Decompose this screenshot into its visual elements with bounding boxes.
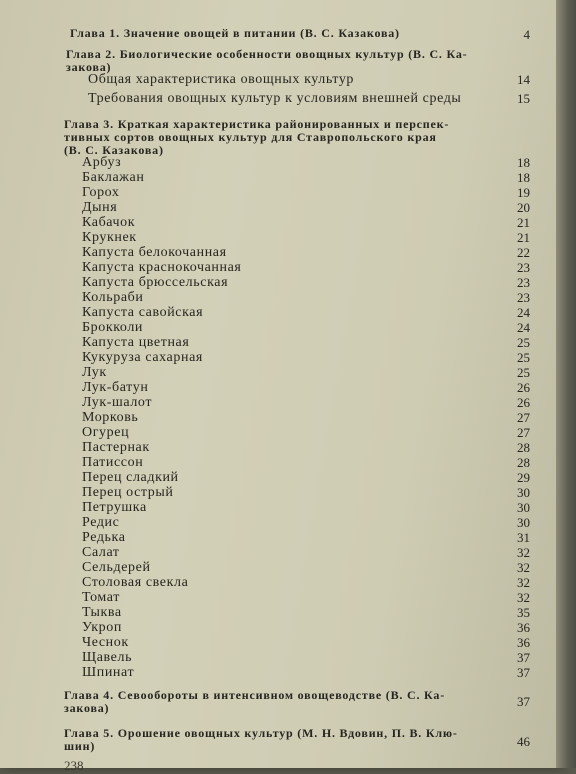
ch3-entry: Кукуруза сахарная <box>82 350 203 365</box>
ch3-entry: Тыква <box>82 605 122 620</box>
ch3-entry-page: 19 <box>517 185 530 200</box>
ch3-entry: Капуста белокочанная <box>82 245 227 260</box>
ch3-entry-page: 35 <box>517 605 530 620</box>
ch3-entry-page: 22 <box>517 245 530 260</box>
ch3-entry: Сельдерей <box>82 560 151 575</box>
chapter-3-heading-cont: (В. С. Казакова) <box>64 143 164 157</box>
ch3-entry-page: 25 <box>517 335 530 350</box>
ch3-entry-page: 31 <box>517 530 530 545</box>
ch3-entry-page: 24 <box>517 320 530 335</box>
ch2-entry: Общая характеристика овощных культур <box>88 72 355 87</box>
ch3-entry-page: 36 <box>517 620 530 635</box>
chapter-4-heading-cont: закова) <box>64 701 110 715</box>
ch3-entry-page: 24 <box>517 305 530 320</box>
ch3-entry: Столовая свекла <box>82 575 189 590</box>
chapter-2-heading: Глава 2. Биологические особенности овощных культур (В. С. Ка- <box>66 47 468 61</box>
ch3-entry-page: 32 <box>517 590 530 605</box>
chapter-3-heading-cont: тивных сортов овощных культур для Ставропольского края <box>64 130 437 144</box>
chapter-4-page: 37 <box>517 694 530 709</box>
ch3-entry: Салат <box>82 545 120 560</box>
ch3-entry: Дыня <box>82 200 118 215</box>
ch3-entry-page: 30 <box>517 500 530 515</box>
ch3-entry: Щавель <box>82 650 133 665</box>
ch3-entry: Шпинат <box>82 665 135 680</box>
ch2-entry-page: 15 <box>517 91 530 106</box>
ch2-entry: Требования овощных культур к условиям внешней среды <box>88 91 462 106</box>
ch3-entry-page: 25 <box>517 365 530 380</box>
ch3-entry-page: 26 <box>517 395 530 410</box>
ch3-entry-page: 23 <box>517 290 530 305</box>
ch3-entry-page: 30 <box>517 485 530 500</box>
ch3-entry: Патиссон <box>82 455 144 470</box>
ch3-entry-page: 37 <box>517 650 530 665</box>
ch3-entry-page: 28 <box>517 440 530 455</box>
ch3-entry-page: 29 <box>517 470 530 485</box>
ch3-entry: Морковь <box>82 410 139 425</box>
ch3-entry-page: 21 <box>517 215 530 230</box>
chapter-2-heading-cont: закова) <box>66 60 112 74</box>
ch3-entry-page: 26 <box>517 380 530 395</box>
chapter-5-heading-cont: шин) <box>64 739 96 753</box>
ch3-entry-page: 32 <box>517 545 530 560</box>
ch3-entry: Редис <box>82 515 120 530</box>
ch3-entry: Кольраби <box>82 290 144 305</box>
ch3-entry-page: 18 <box>517 155 530 170</box>
ch3-entry-page: 23 <box>517 275 530 290</box>
ch3-entry: Редька <box>82 530 126 545</box>
ch3-entry: Капуста краснокочанная <box>82 260 242 275</box>
ch3-entry: Капуста цветная <box>82 335 190 350</box>
ch3-entry: Горох <box>82 185 120 200</box>
ch3-entry: Кабачок <box>82 215 136 230</box>
ch3-entry: Баклажан <box>82 170 145 185</box>
ch3-entry: Петрушка <box>82 500 147 515</box>
ch3-entry-page: 37 <box>517 665 530 680</box>
ch3-entry-page: 20 <box>517 200 530 215</box>
ch3-entry: Капуста савойская <box>82 305 204 320</box>
ch3-entry-page: 23 <box>517 260 530 275</box>
ch3-entry-page: 28 <box>517 455 530 470</box>
ch3-entry: Лук-шалот <box>82 395 153 410</box>
ch3-entry: Капуста брюссельская <box>82 275 229 290</box>
ch3-entry: Перец сладкий <box>82 470 179 485</box>
ch2-entry-page: 14 <box>517 72 530 87</box>
chapter-1-page: 4 <box>523 27 530 42</box>
ch3-entry-page: 32 <box>517 575 530 590</box>
ch3-entry-page: 18 <box>517 170 530 185</box>
ch3-entry: Перец острый <box>82 485 174 500</box>
chapter-3-heading: Глава 3. Краткая характеристика районированных и перспек- <box>64 117 450 131</box>
chapter-5-page: 46 <box>517 734 530 749</box>
ch3-entry-page: 21 <box>517 230 530 245</box>
ch3-entry-page: 32 <box>517 560 530 575</box>
ch3-entry: Укроп <box>82 620 122 635</box>
ch3-entry: Лук <box>82 365 107 380</box>
chapter-4-heading: Глава 4. Севообороты в интенсивном овощеводстве (В. С. Ка- <box>64 688 445 702</box>
ch3-entry: Огурец <box>82 425 130 440</box>
page-folio: 238 <box>64 758 84 773</box>
facing-page-edge <box>556 0 576 768</box>
ch3-entry: Пастернак <box>82 440 150 455</box>
ch3-entry-page: 27 <box>517 425 530 440</box>
ch3-entry-page: 25 <box>517 350 530 365</box>
ch3-entry-page: 30 <box>517 515 530 530</box>
ch3-entry-page: 36 <box>517 635 530 650</box>
ch3-entry: Лук-батун <box>82 380 149 395</box>
ch3-entry: Томат <box>82 590 120 605</box>
ch3-entry-page: 27 <box>517 410 530 425</box>
ch3-entry: Арбуз <box>82 155 122 170</box>
chapter-5-heading: Глава 5. Орошение овощных культур (М. Н. Вдовин, П. В. Клю- <box>64 726 458 740</box>
ch3-entry: Чеснок <box>82 635 129 650</box>
ch3-entry: Крукнек <box>82 230 137 245</box>
ch3-entry: Брокколи <box>82 320 144 335</box>
chapter-1-heading: Глава 1. Значение овощей в питании (В. С. Казакова) <box>70 26 400 40</box>
